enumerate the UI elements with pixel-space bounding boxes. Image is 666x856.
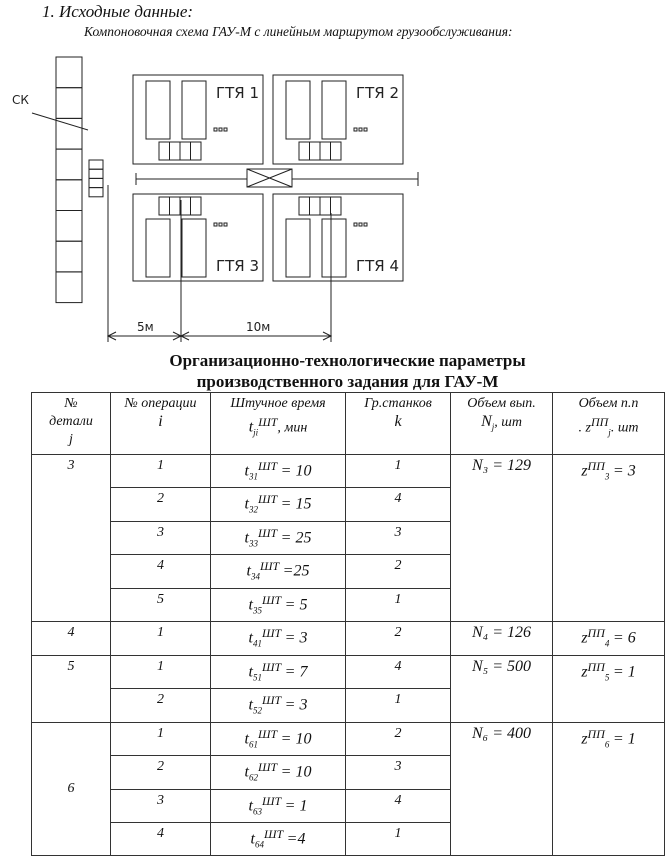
pallet-slot (159, 142, 170, 160)
machine-group: 4 (346, 655, 451, 688)
piece-time: $t_{51}^{ШТ} = 7$ (211, 655, 346, 688)
pallet-slot (310, 142, 321, 160)
operation-number: 1 (111, 722, 211, 755)
pallet-slot (180, 142, 191, 160)
machine (146, 81, 170, 139)
batch-size: $z^{ПП}_4 = 6$ (553, 622, 665, 655)
dot (354, 128, 357, 131)
buffer-cell (89, 188, 103, 197)
machine (182, 81, 206, 139)
operation-number: 1 (111, 655, 211, 688)
gtya-cell-3 (133, 194, 263, 281)
machine-group: 2 (346, 555, 451, 588)
pallet-slot (191, 197, 202, 215)
machine (286, 81, 310, 139)
piece-time: $t_{32}^{ШТ} = 15$ (211, 488, 346, 521)
part-number: 5 (32, 655, 111, 722)
machine-group: 2 (346, 622, 451, 655)
machine (146, 219, 170, 277)
rack-cell (56, 149, 82, 180)
storage-rack (56, 57, 82, 303)
dot (364, 223, 367, 226)
header-machine-group: Гр.станков k (346, 393, 451, 455)
table-header-row (32, 393, 665, 455)
part-number: 6 (32, 722, 111, 856)
machine (322, 219, 346, 277)
dot (219, 128, 222, 131)
operation-number: 3 (111, 521, 211, 554)
gtya-cell-4 (273, 194, 403, 281)
rack-cell (56, 118, 82, 149)
parameters-table (31, 392, 665, 856)
pallet-slot (170, 197, 181, 215)
operation-number: 2 (111, 488, 211, 521)
operation-number: 4 (111, 822, 211, 855)
pallet-slot (299, 142, 310, 160)
dot (354, 223, 357, 226)
buffer-cell (89, 178, 103, 187)
rack-cell (56, 180, 82, 211)
pallet-slot (170, 142, 181, 160)
pallet-slot (299, 197, 310, 215)
buffer-cell (89, 160, 103, 169)
rack-cell (56, 88, 82, 119)
buffer-cell (89, 169, 103, 178)
rack-cell (56, 241, 82, 272)
operation-number: 4 (111, 555, 211, 588)
machine (286, 219, 310, 277)
diagram-caption: Компоновочная схема ГАУ-М с линейным маршрутом грузообслуживания: (84, 24, 513, 39)
output-volume: N₆ = 400 (451, 722, 553, 856)
dot (214, 128, 217, 131)
pallet-slot (310, 197, 321, 215)
header-time: Штучное время $t_{ji}^{ШТ}$, мин (211, 393, 346, 455)
operation-number: 2 (111, 756, 211, 789)
table-row (32, 722, 665, 755)
batch-size: $z^{ПП}_5 = 1$ (553, 655, 665, 722)
pallet-slot (159, 197, 170, 215)
layout-diagram (0, 0, 666, 345)
operation-number: 5 (111, 588, 211, 621)
gtya-cell-1 (133, 75, 263, 164)
gtya-label: ГТЯ 3 (216, 257, 260, 275)
pallet-slot (320, 197, 331, 215)
batch-size: $z^{ПП}_6 = 1$ (553, 722, 665, 856)
dot (219, 223, 222, 226)
output-volume: N₄ = 126 (451, 622, 553, 655)
piece-time: $t_{62}^{ШТ} = 10$ (211, 756, 346, 789)
gtya-label: ГТЯ 1 (216, 84, 260, 102)
dot (224, 128, 227, 131)
dim-5m: 5м (137, 320, 154, 334)
machine-group: 4 (346, 488, 451, 521)
dot (359, 223, 362, 226)
rack-cell (56, 211, 82, 242)
operation-number: 1 (111, 622, 211, 655)
part-number: 3 (32, 455, 111, 622)
machine-group: 1 (346, 822, 451, 855)
piece-time: $t_{41}^{ШТ} = 3$ (211, 622, 346, 655)
output-volume: N₃ = 129 (451, 455, 553, 622)
machine-group: 3 (346, 756, 451, 789)
part-number: 4 (32, 622, 111, 655)
header-volume: Объем вып. $N_j$, шт (451, 393, 553, 455)
table-title-line1: Организационно-технологические параметры (169, 351, 526, 370)
dot (364, 128, 367, 131)
machine-group: 3 (346, 521, 451, 554)
transfer-buffer (89, 160, 103, 197)
piece-time: $t_{31}^{ШТ} = 10$ (211, 455, 346, 488)
gtya-cell-2 (273, 75, 403, 164)
machine-group: 4 (346, 789, 451, 822)
pallet-slot (331, 142, 342, 160)
table-title-line2: производственного задания для ГАУ-М (196, 372, 499, 391)
piece-time: $t_{52}^{ШТ} = 3$ (211, 689, 346, 722)
operation-number: 2 (111, 689, 211, 722)
gtya-label: ГТЯ 4 (356, 257, 400, 275)
header-batch: Объем п.п . $z^{ПП}_j$. шт (553, 393, 665, 455)
machine (182, 219, 206, 277)
rack-cell (56, 272, 82, 303)
dot (359, 128, 362, 131)
machine-group: 1 (346, 689, 451, 722)
operation-number: 3 (111, 789, 211, 822)
machine (322, 81, 346, 139)
dot (214, 223, 217, 226)
pallet-slot (180, 197, 191, 215)
machine-group: 1 (346, 588, 451, 621)
rack-cell (56, 57, 82, 88)
dim-10m: 10м (246, 320, 271, 334)
pallet-slot (191, 142, 202, 160)
piece-time: $t_{63}^{ШТ} = 1$ (211, 789, 346, 822)
transport-cart (247, 169, 292, 187)
machine-group: 2 (346, 722, 451, 755)
piece-time: $t_{33}^{ШТ} = 25$ (211, 521, 346, 554)
pallet-slot (331, 197, 342, 215)
piece-time: $t_{64}^{ШТ} =4$ (211, 822, 346, 855)
table-row (32, 455, 665, 488)
table-row (32, 622, 665, 655)
output-volume: N₅ = 500 (451, 655, 553, 722)
section-heading: 1. Исходные данные: (42, 2, 194, 21)
header-part: № детали j (32, 393, 111, 455)
table-row (32, 655, 665, 688)
dot (224, 223, 227, 226)
sk-pointer-line (32, 113, 88, 130)
operation-number: 1 (111, 455, 211, 488)
sk-label: СК (12, 93, 29, 107)
batch-size: $z^{ПП}_3 = 3$ (553, 455, 665, 622)
gtya-label: ГТЯ 2 (356, 84, 400, 102)
piece-time: $t_{34}^{ШТ} =25$ (211, 555, 346, 588)
piece-time: $t_{35}^{ШТ} = 5$ (211, 588, 346, 621)
pallet-slot (320, 142, 331, 160)
machine-group: 1 (346, 455, 451, 488)
header-operation: № операции i (111, 393, 211, 455)
piece-time: $t_{61}^{ШТ} = 10$ (211, 722, 346, 755)
